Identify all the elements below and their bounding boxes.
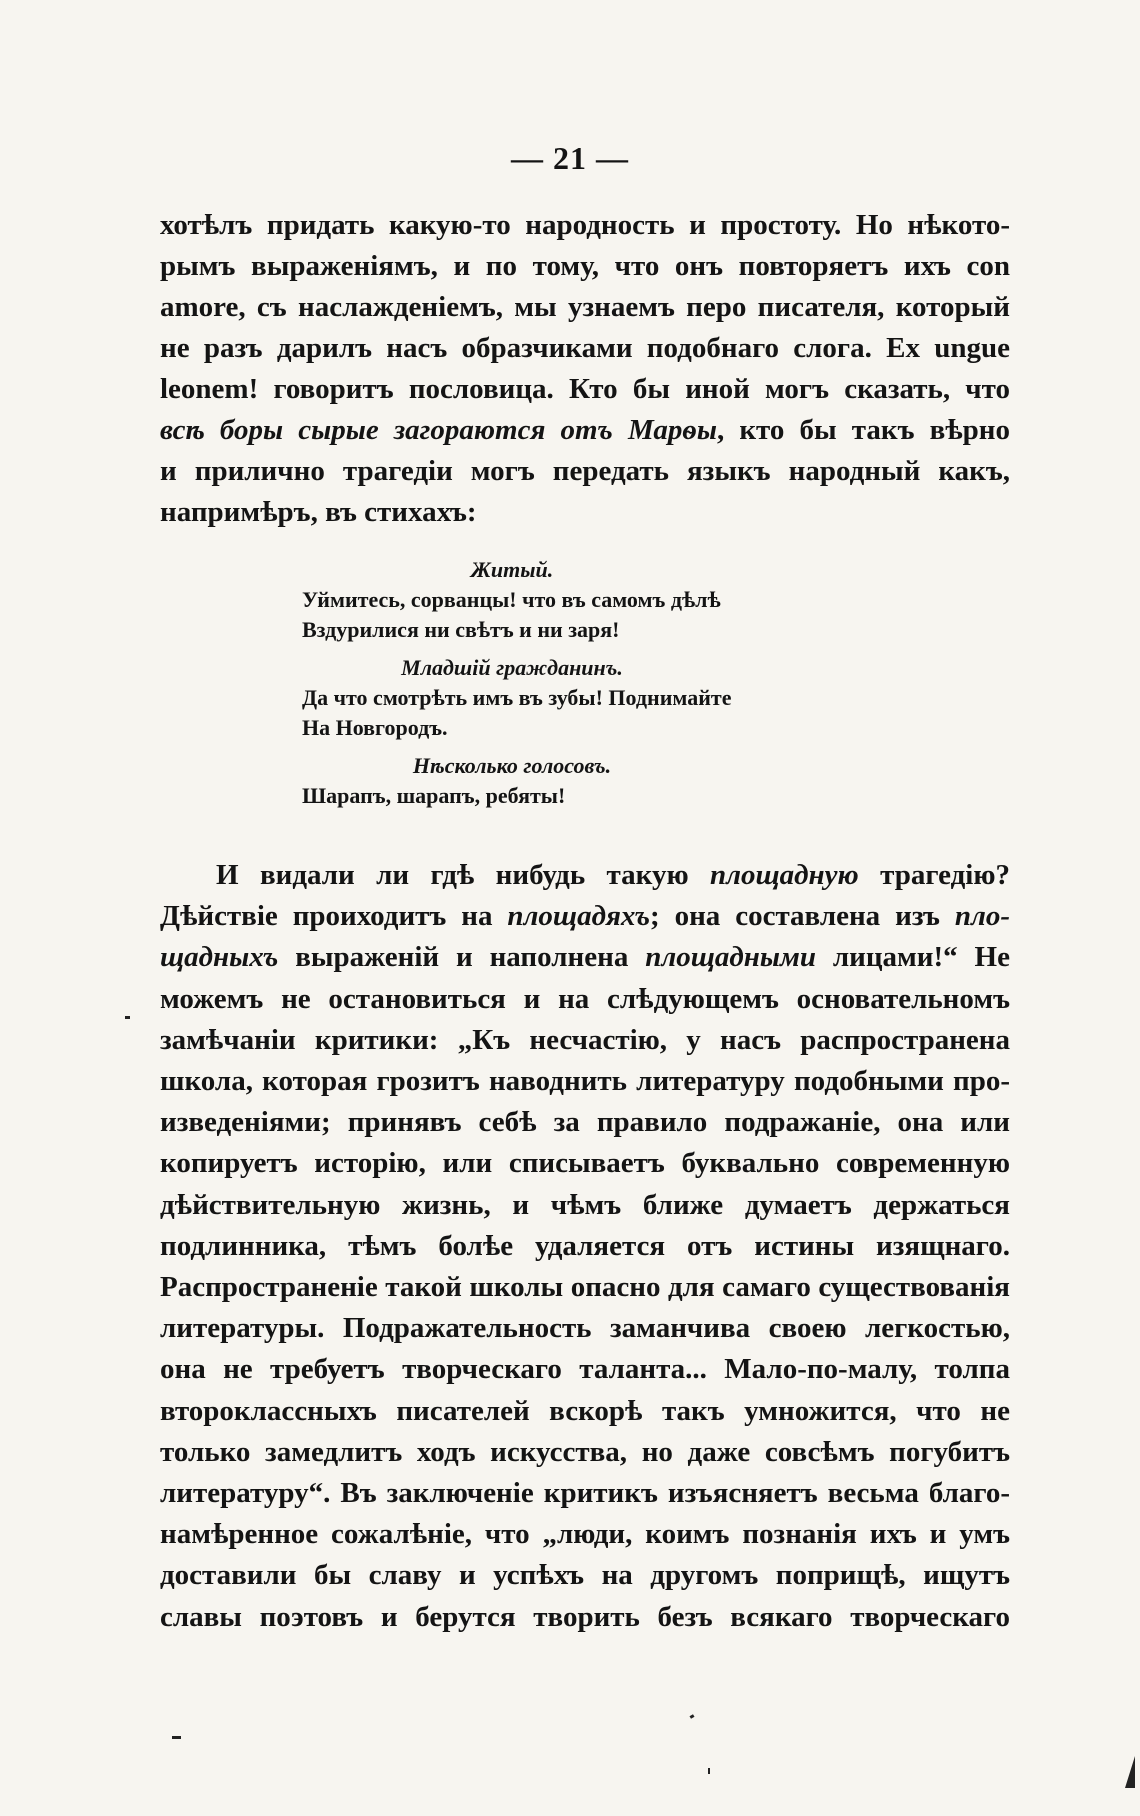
paragraph-1-line [160, 328, 1010, 369]
paragraph-2-line [160, 1267, 1010, 1308]
paragraph-1-line [160, 451, 1010, 492]
verse-line: Шарапъ, шарапъ, ребяты! [302, 783, 566, 808]
text-segment: выраженiй и наполнена [278, 941, 646, 974]
text-segment: хотѣлъ придать какую-то народность и простоту. Но нѣкото- [160, 209, 1010, 241]
paragraph-2-line [160, 979, 1010, 1020]
paragraph-2-line [160, 1102, 1010, 1143]
scan-speck [1125, 1756, 1135, 1788]
text-segment: только замедлитъ ходъ искусства, но даже совсѣмъ погубитъ [160, 1435, 1010, 1468]
text-segment: литературу“. Въ заключенiе критикъ изъясняетъ весьма благо- [160, 1477, 1010, 1510]
italic-text: всѣ боры сырые загораются отъ Марѳы [160, 414, 717, 446]
verse-quotation [302, 555, 732, 811]
text-segment: славы поэтовъ и берутся творить безъ всякаго творческаго [160, 1600, 1010, 1633]
scan-speck [125, 1016, 130, 1019]
text-segment: можемъ не остановиться и на слѣдующемъ основательномъ [160, 982, 1010, 1015]
text-segment: Дѣйствiе проиходитъ на [160, 900, 508, 933]
text-segment: И видали ли гдѣ нибудь такую [216, 859, 710, 891]
verse-line: На Новгородъ. [302, 715, 448, 740]
paragraph-2 [160, 855, 1010, 1638]
paragraph-1-line [160, 369, 1010, 410]
text-segment: лицами!“ Не [815, 941, 1010, 974]
text-segment: , кто бы такъ вѣрно [716, 414, 1010, 446]
text-segment: школа, которая грозитъ наводнить литературу подобными про- [160, 1065, 1010, 1098]
speaker-name: Нѣсколько голосовъ. [412, 753, 612, 778]
paragraph-1-line [160, 410, 1010, 451]
text-segment: не разъ дарилъ насъ образчиками подобнаго слога. Ex ungue [160, 332, 1010, 364]
text-segment: дѣйствительную жизнь, и чѣмъ ближе думаетъ держаться [160, 1188, 1010, 1221]
text-segment: рымъ выраженiямъ, и по тому, что онъ повторяетъ ихъ con [160, 250, 1010, 282]
text-segment: и прилично трагедiи могъ передать языкъ народный какъ, [160, 455, 1010, 487]
paragraph-2-line [160, 1391, 1010, 1432]
text-segment: доставили бы славу и успѣхъ на другомъ поприщѣ, ищутъ [160, 1559, 1010, 1592]
text-segment: литературы. Подражательность заманчива своею легкостью, [160, 1312, 1010, 1345]
scan-speck [690, 1714, 695, 1719]
paragraph-2-line [160, 1597, 1010, 1638]
text-segment: копируетъ исторiю, или списываетъ буквально современную [160, 1147, 1010, 1180]
page-number: — 21 — [511, 140, 629, 176]
text-segment: amore, съ наслажденiемъ, мы узнаемъ перо писателя, который [160, 291, 1010, 323]
italic-text: площадными [645, 941, 816, 974]
text-segment: трагедiю? [858, 859, 1010, 891]
paragraph-2-line [160, 1308, 1010, 1349]
text-segment: Распространенiе такой школы опасно для самаго существованiя [160, 1271, 1010, 1304]
paragraph-1-line [160, 492, 1010, 533]
text-segment: подлинника, тѣмъ болѣе удаляется отъ истины изящнаго. [160, 1229, 1010, 1262]
text-segment: изведенiями; принявъ себѣ за правило подражанiе, она или [160, 1106, 1010, 1139]
italic-text: пло- [954, 900, 1010, 933]
text-segment: leonem! говоритъ пословица. Кто бы иной могъ сказать, что [160, 373, 1010, 405]
text-segment: напримѣръ, въ стихахъ: [160, 496, 477, 528]
paragraph-2-line [160, 1432, 1010, 1473]
paragraph-1-line [160, 246, 1010, 287]
italic-text: щадныхъ [160, 941, 279, 974]
paragraph-2-line [160, 1185, 1010, 1226]
italic-text: площадяхъ [507, 900, 650, 933]
paragraph-2-line [160, 1143, 1010, 1184]
text-segment: ; она составлена изъ [649, 900, 955, 933]
scan-speck [172, 1736, 181, 1739]
verse-line: Уймитесь, сорванцы! что въ самомъ дѣлѣ [302, 587, 721, 612]
speaker-name: Младшiй гражданинъ. [401, 655, 623, 680]
paragraph-2-line [160, 855, 1010, 896]
paragraph-2-line [160, 937, 1010, 978]
paragraph-1-line [160, 205, 1010, 246]
scan-speck [708, 1768, 710, 1774]
paragraph-2-line [160, 1349, 1010, 1390]
text-segment: намѣренное сожалѣнiе, что „люди, коимъ познанiя ихъ и умъ [160, 1518, 1010, 1551]
verse-line: Вздурилися ни свѣтъ и ни заря! [302, 617, 620, 642]
paragraph-2-line [160, 1226, 1010, 1267]
paragraph-2-line [160, 1514, 1010, 1555]
text-segment: замѣчанiи критики: „Къ несчастiю, у насъ распространена [160, 1023, 1010, 1056]
verse-line: Да что смотрѣть имъ въ зубы! Поднимайте [302, 685, 732, 710]
paragraph-1-line [160, 287, 1010, 328]
text-segment: второклассныхъ писателей вскорѣ такъ умножится, что не [160, 1394, 1010, 1427]
paragraph-2-line [160, 1061, 1010, 1102]
paragraph-2-line [160, 1020, 1010, 1061]
speaker-name: Житый. [470, 557, 554, 582]
italic-text: площадную [710, 859, 859, 891]
text-segment: она не требуетъ творческаго таланта... Мало-по-малу, толпа [160, 1353, 1010, 1386]
paragraph-2-line [160, 1473, 1010, 1514]
paragraph-2-line [160, 896, 1010, 937]
paragraph-1 [160, 205, 1010, 533]
paragraph-2-line [160, 1555, 1010, 1596]
